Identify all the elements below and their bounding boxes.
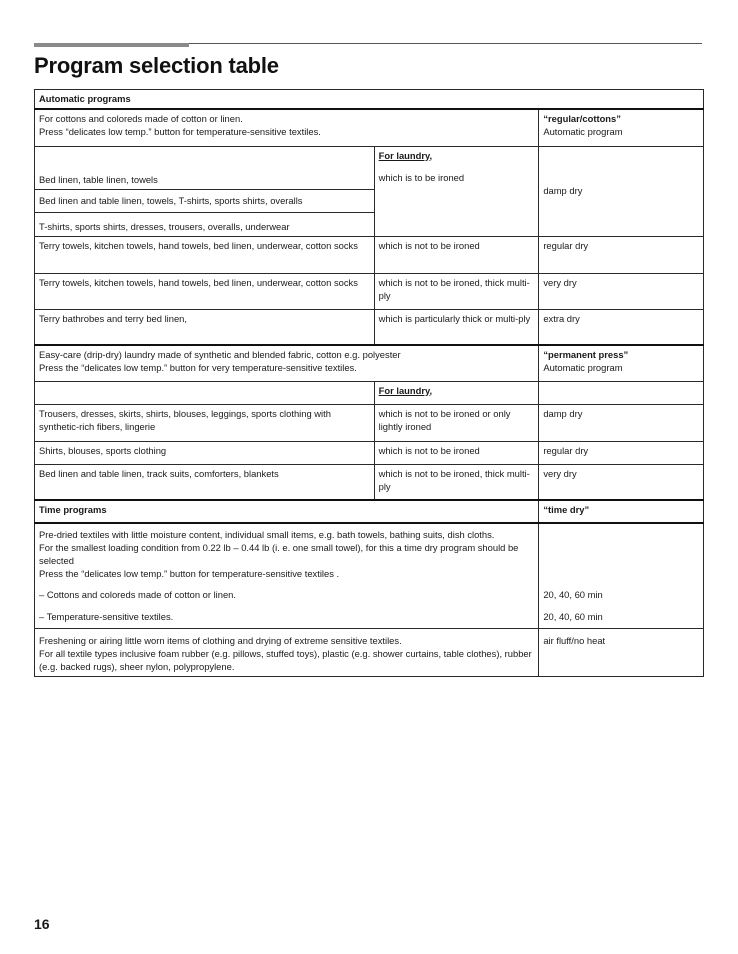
row-items: Terry towels, kitchen towels, hand towels, bed linen, underwear, cotton socks xyxy=(35,236,375,273)
table-row xyxy=(35,404,704,441)
row-result: very dry xyxy=(539,464,704,500)
row-condition: which is particularly thick or multi-ply xyxy=(374,309,539,345)
row-condition: which is not to be ironed xyxy=(374,441,539,464)
permanent-press-program xyxy=(539,345,704,381)
row-condition: which is not to be ironed, thick multi-ply xyxy=(374,464,539,500)
permanent-press-program-sub: Automatic program xyxy=(543,362,623,373)
time-programs-header-row xyxy=(35,500,704,523)
ironed-condition: which is to be ironed xyxy=(374,167,539,236)
time-item-2-value: 20, 40, 60 min xyxy=(539,606,704,628)
row-items: Terry bathrobes and terry bed linen, xyxy=(35,309,375,345)
air-fluff-description xyxy=(35,628,539,676)
automatic-programs-header-row xyxy=(35,90,704,110)
permanent-press-intro-line2: Press the “delicates low temp.” button for very temperature-sensitive textiles. xyxy=(39,362,357,373)
time-item-1: – Cottons and coloreds made of cotton or linen. xyxy=(35,583,539,606)
program-selection-table xyxy=(34,89,704,677)
time-desc-line3: Press the “delicates low temp.” button for temperature-sensitive textiles . xyxy=(39,568,340,579)
regular-cottons-row xyxy=(35,109,704,146)
row-result: regular dry xyxy=(539,441,704,464)
row-items: Terry towels, kitchen towels, hand towels, bed linen, underwear, cotton socks xyxy=(35,273,375,309)
for-laundry-text: For laundry, xyxy=(378,384,433,396)
table-row xyxy=(35,309,704,345)
time-desc-line2: For the smallest loading condition from 0.22 lb – 0.44 lb (i. e. one small towel), for this a time dry program should be selected xyxy=(39,542,519,566)
ironed-item-2: Bed linen and table linen, towels, T-shirts, sports shirts, overalls xyxy=(35,189,375,212)
permanent-laundry-label-row xyxy=(35,381,704,404)
time-item-2: – Temperature-sensitive textiles. xyxy=(35,606,539,628)
row-items: Bed linen and table linen, track suits, comforters, blankets xyxy=(35,464,375,500)
regular-cottons-program xyxy=(539,109,704,146)
time-item-row-1 xyxy=(35,583,704,606)
laundry-label-row xyxy=(35,146,704,167)
for-laundry-label xyxy=(374,381,539,404)
page-number: 16 xyxy=(34,916,50,932)
time-dry-program-name: “time dry” xyxy=(539,500,704,523)
regular-cottons-intro xyxy=(35,109,539,146)
row-items: Shirts, blouses, sports clothing xyxy=(35,441,375,464)
air-fluff-value: air fluff/no heat xyxy=(539,628,704,676)
empty-cell xyxy=(539,381,704,404)
ironed-result: damp dry xyxy=(539,146,704,236)
regular-cottons-intro-line2: Press “delicates low temp.” button for temperature-sensitive textiles. xyxy=(39,126,321,137)
row-result: damp dry xyxy=(539,404,704,441)
air-fluff-row xyxy=(35,628,704,676)
air-fluff-line2: For all textile types inclusive foam rubber (e.g. pillows, stuffed toys), plastic (e.g. shower curtains, table clothes), rubber (e.g. backed rugs), sheer nylon, polypropylene. xyxy=(39,647,532,672)
empty-cell xyxy=(35,381,375,404)
permanent-press-program-name: “permanent press” xyxy=(543,349,629,360)
air-fluff-line1: Freshening or airing little worn items of clothing and drying of extreme sensitive textiles. xyxy=(39,634,402,646)
time-desc-row xyxy=(35,523,704,583)
ironed-item-1: Bed linen, table linen, towels xyxy=(35,167,375,189)
table-row xyxy=(35,236,704,273)
row-result: regular dry xyxy=(539,236,704,273)
empty-cell xyxy=(35,146,375,167)
permanent-press-intro-line1: Easy-care (drip-dry) laundry made of synthetic and blended fabric, cotton e.g. polyester xyxy=(39,349,401,360)
time-desc-line1: Pre-dried textiles with little moisture content, individual small items, e.g. bath towels, bathing suits, dish cloths. xyxy=(39,529,495,540)
page-title: Program selection table xyxy=(34,53,279,78)
time-item-row-2 xyxy=(35,606,704,628)
table-row xyxy=(35,441,704,464)
row-result: very dry xyxy=(539,273,704,309)
regular-cottons-program-sub: Automatic program xyxy=(543,126,623,137)
row-condition: which is not to be ironed, thick multi-ply xyxy=(374,273,539,309)
table-row xyxy=(35,464,704,500)
permanent-press-row xyxy=(35,345,704,381)
row-items: Trousers, dresses, skirts, shirts, blouses, leggings, sports clothing with synthetic-rich fibers, lingerie xyxy=(35,404,375,441)
row-condition: which is not to be ironed xyxy=(374,236,539,273)
row-condition: which is not to be ironed or only lightly ironed xyxy=(374,404,539,441)
top-rule-accent xyxy=(34,43,189,47)
ironed-item-3: T-shirts, sports shirts, dresses, trousers, overalls, underwear xyxy=(35,212,375,236)
empty-cell xyxy=(539,523,704,583)
time-programs-header: Time programs xyxy=(35,500,539,523)
row-result: extra dry xyxy=(539,309,704,345)
permanent-press-intro xyxy=(35,345,539,381)
time-item-1-value: 20, 40, 60 min xyxy=(539,583,704,606)
for-laundry-label xyxy=(374,146,539,167)
automatic-programs-header: Automatic programs xyxy=(35,90,704,110)
time-description xyxy=(35,523,539,583)
regular-cottons-intro-line1: For cottons and coloreds made of cotton or linen. xyxy=(39,113,243,124)
table-row xyxy=(35,273,704,309)
for-laundry-text: For laundry, xyxy=(378,149,433,161)
regular-cottons-program-name: “regular/cottons” xyxy=(543,113,621,124)
